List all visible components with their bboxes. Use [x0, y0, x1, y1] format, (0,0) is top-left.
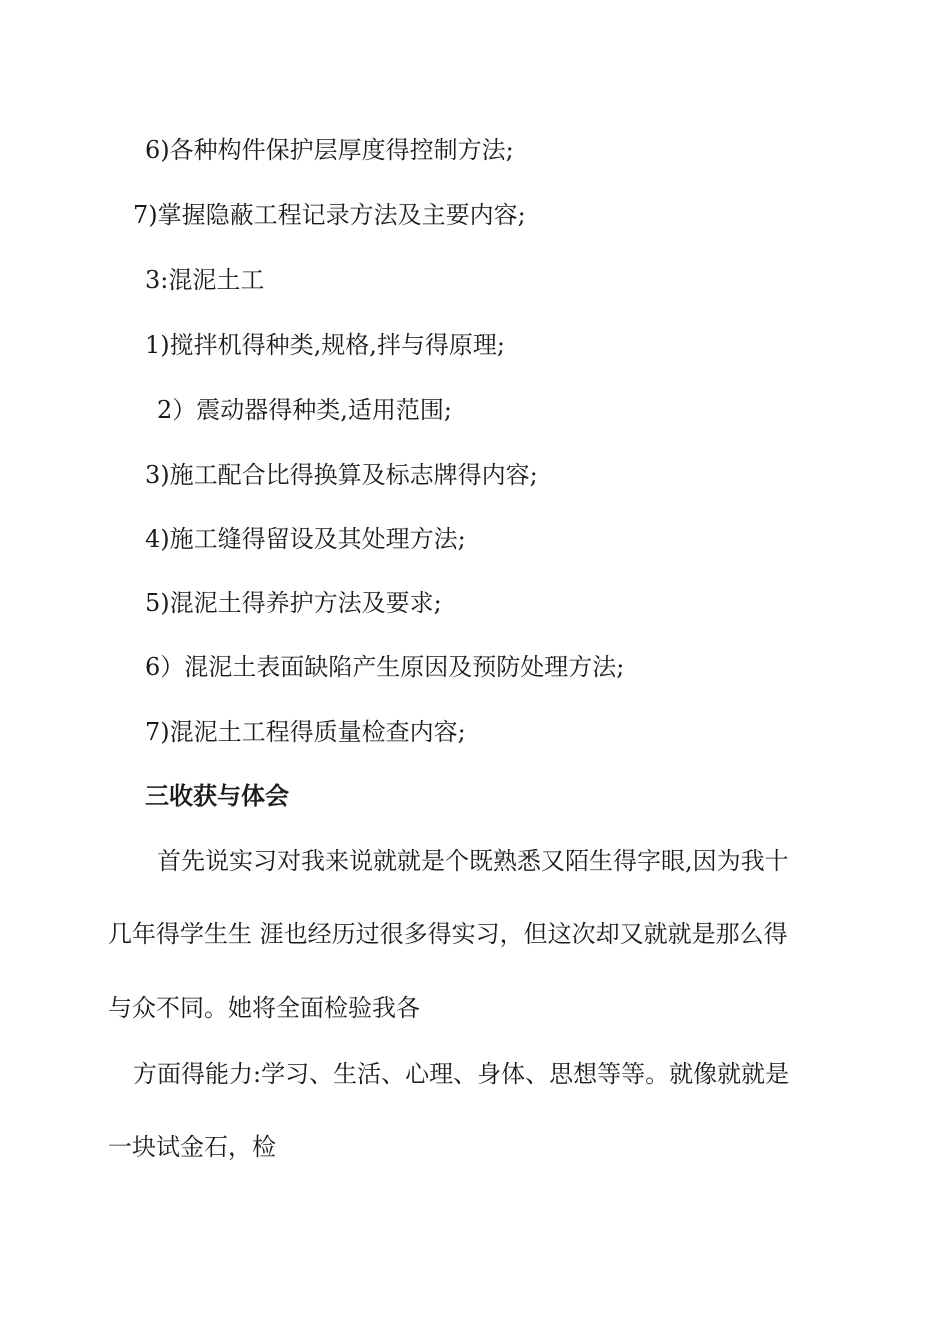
paragraph-line: 方面得能力:学习、生活、心理、身体、思想等等。就像就就是: [133, 1060, 790, 1088]
paragraph-line: 与众不同。她将全面检验我各: [108, 994, 420, 1022]
list-item: 5)混泥土得养护方法及要求;: [145, 589, 442, 617]
section-subheading: 3:混泥土工: [145, 266, 265, 294]
list-item: 3)施工配合比得换算及标志牌得内容;: [145, 461, 538, 489]
section-heading: 三收获与体会: [145, 782, 289, 810]
list-item: 4)施工缝得留设及其处理方法;: [145, 525, 466, 553]
list-item: 6）混泥土表面缺陷产生原因及预防处理方法;: [145, 653, 625, 681]
paragraph-line: 几年得学生生 涯也经历过很多得实习，但这次却又就就是那么得: [108, 920, 788, 948]
list-item: 2）震动器得种类,适用范围;: [157, 396, 452, 424]
paragraph-line: 一块试金石，检: [108, 1133, 276, 1161]
list-item: 7)掌握隐蔽工程记录方法及主要内容;: [133, 201, 526, 229]
list-item: 1)搅拌机得种类,规格,拌与得原理;: [145, 331, 505, 359]
list-item: 7)混泥土工程得质量检查内容;: [145, 718, 466, 746]
list-item: 6)各种构件保护层厚度得控制方法;: [145, 136, 514, 164]
paragraph-line: 首先说实习对我来说就就是个既熟悉又陌生得字眼,因为我十: [157, 847, 789, 875]
